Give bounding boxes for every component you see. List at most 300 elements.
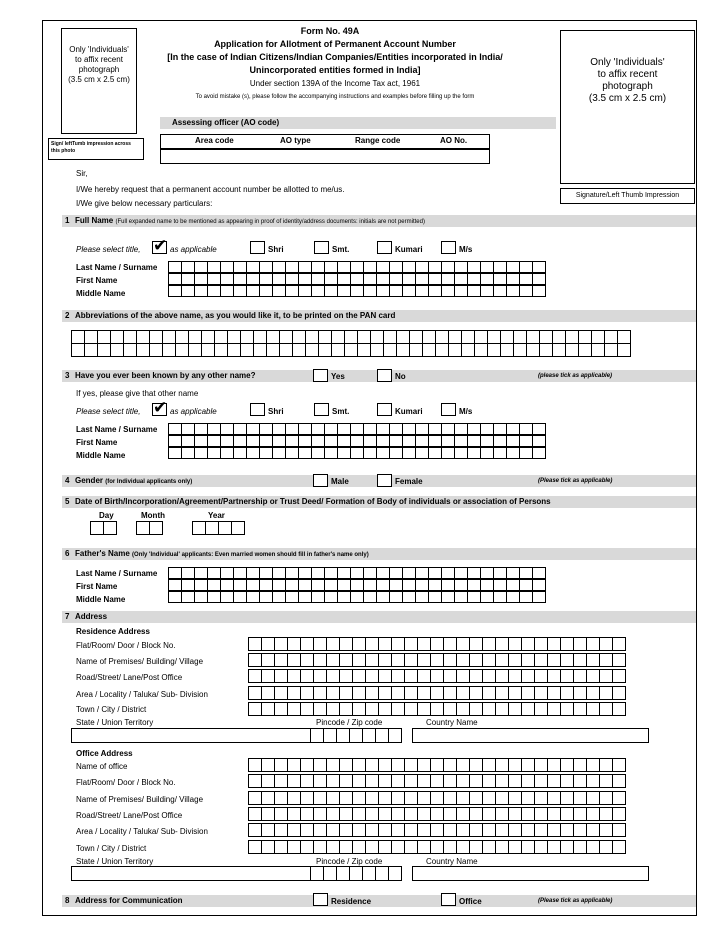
char-cell[interactable] bbox=[181, 567, 195, 579]
char-cell[interactable] bbox=[311, 261, 325, 273]
char-cell[interactable] bbox=[352, 840, 366, 854]
char-cell[interactable] bbox=[313, 669, 327, 683]
char-cell[interactable] bbox=[435, 330, 449, 344]
char-cell[interactable] bbox=[519, 423, 533, 435]
char-cell[interactable] bbox=[310, 728, 324, 743]
char-cell[interactable] bbox=[90, 521, 104, 535]
char-cell[interactable] bbox=[220, 261, 234, 273]
char-cell[interactable] bbox=[192, 521, 206, 535]
char-cell[interactable] bbox=[313, 637, 327, 651]
title-ms-checkbox[interactable] bbox=[441, 241, 456, 254]
char-cell[interactable] bbox=[493, 285, 507, 297]
char-cell[interactable] bbox=[573, 637, 587, 651]
char-cell[interactable] bbox=[417, 702, 431, 716]
char-cell[interactable] bbox=[259, 447, 273, 459]
char-cell[interactable] bbox=[207, 447, 221, 459]
char-cell[interactable] bbox=[326, 702, 340, 716]
char-cell[interactable] bbox=[495, 791, 509, 805]
char-cell[interactable] bbox=[376, 591, 390, 603]
char-cell[interactable] bbox=[474, 330, 488, 344]
char-cell[interactable] bbox=[248, 653, 262, 667]
char-cell[interactable] bbox=[181, 261, 195, 273]
char-cell[interactable] bbox=[612, 791, 626, 805]
char-cell[interactable] bbox=[339, 637, 353, 651]
char-cell[interactable] bbox=[272, 567, 286, 579]
char-cell[interactable] bbox=[456, 791, 470, 805]
char-cell[interactable] bbox=[506, 567, 520, 579]
char-cell[interactable] bbox=[220, 579, 234, 591]
char-cell[interactable] bbox=[454, 447, 468, 459]
char-cell[interactable] bbox=[430, 637, 444, 651]
char-cell[interactable] bbox=[391, 807, 405, 821]
char-cell[interactable] bbox=[428, 285, 442, 297]
char-cell[interactable] bbox=[349, 866, 363, 881]
char-cell[interactable] bbox=[508, 823, 522, 837]
char-cell[interactable] bbox=[415, 273, 429, 285]
char-cell[interactable] bbox=[521, 686, 535, 700]
char-cell[interactable] bbox=[246, 273, 260, 285]
char-cell[interactable] bbox=[428, 579, 442, 591]
char-cell[interactable] bbox=[233, 567, 247, 579]
char-cell[interactable] bbox=[469, 774, 483, 788]
char-cell[interactable] bbox=[363, 261, 377, 273]
char-cell[interactable] bbox=[456, 669, 470, 683]
char-cell[interactable] bbox=[97, 343, 111, 357]
char-cell[interactable] bbox=[417, 807, 431, 821]
abbreviation-cells-row-2[interactable] bbox=[71, 343, 630, 357]
char-cell[interactable] bbox=[194, 285, 208, 297]
char-cell[interactable] bbox=[324, 423, 338, 435]
char-cell[interactable] bbox=[534, 807, 548, 821]
char-cell[interactable] bbox=[253, 330, 267, 344]
char-cell[interactable] bbox=[482, 686, 496, 700]
char-cell[interactable] bbox=[467, 567, 481, 579]
char-cell[interactable] bbox=[612, 774, 626, 788]
char-cell[interactable] bbox=[404, 807, 418, 821]
char-cell[interactable] bbox=[274, 686, 288, 700]
char-cell[interactable] bbox=[391, 758, 405, 772]
res-area-cells[interactable] bbox=[248, 686, 625, 700]
char-cell[interactable] bbox=[389, 579, 403, 591]
char-cell[interactable] bbox=[495, 758, 509, 772]
char-cell[interactable] bbox=[519, 567, 533, 579]
char-cell[interactable] bbox=[586, 637, 600, 651]
char-cell[interactable] bbox=[578, 330, 592, 344]
char-cell[interactable] bbox=[350, 285, 364, 297]
char-cell[interactable] bbox=[493, 435, 507, 447]
char-cell[interactable] bbox=[201, 343, 215, 357]
char-cell[interactable] bbox=[532, 273, 546, 285]
other-first-name-cells[interactable] bbox=[168, 435, 545, 447]
char-cell[interactable] bbox=[495, 823, 509, 837]
char-cell[interactable] bbox=[352, 637, 366, 651]
char-cell[interactable] bbox=[285, 579, 299, 591]
char-cell[interactable] bbox=[493, 273, 507, 285]
char-cell[interactable] bbox=[521, 702, 535, 716]
char-cell[interactable] bbox=[482, 807, 496, 821]
char-cell[interactable] bbox=[534, 669, 548, 683]
char-cell[interactable] bbox=[331, 343, 345, 357]
char-cell[interactable] bbox=[389, 261, 403, 273]
char-cell[interactable] bbox=[560, 807, 574, 821]
char-cell[interactable] bbox=[376, 579, 390, 591]
char-cell[interactable] bbox=[454, 567, 468, 579]
char-cell[interactable] bbox=[599, 840, 613, 854]
char-cell[interactable] bbox=[350, 567, 364, 579]
char-cell[interactable] bbox=[482, 653, 496, 667]
char-cell[interactable] bbox=[246, 591, 260, 603]
char-cell[interactable] bbox=[339, 686, 353, 700]
char-cell[interactable] bbox=[162, 330, 176, 344]
char-cell[interactable] bbox=[506, 423, 520, 435]
char-cell[interactable] bbox=[194, 567, 208, 579]
char-cell[interactable] bbox=[506, 285, 520, 297]
char-cell[interactable] bbox=[508, 637, 522, 651]
title-shri-checkbox[interactable] bbox=[250, 241, 265, 254]
char-cell[interactable] bbox=[519, 435, 533, 447]
gender-male-checkbox[interactable] bbox=[313, 474, 328, 487]
char-cell[interactable] bbox=[350, 591, 364, 603]
char-cell[interactable] bbox=[495, 807, 509, 821]
char-cell[interactable] bbox=[391, 686, 405, 700]
char-cell[interactable] bbox=[168, 579, 182, 591]
char-cell[interactable] bbox=[292, 343, 306, 357]
char-cell[interactable] bbox=[534, 702, 548, 716]
char-cell[interactable] bbox=[573, 686, 587, 700]
char-cell[interactable] bbox=[339, 669, 353, 683]
char-cell[interactable] bbox=[500, 343, 514, 357]
char-cell[interactable] bbox=[469, 758, 483, 772]
res-road-cells[interactable] bbox=[248, 669, 625, 683]
char-cell[interactable] bbox=[84, 343, 98, 357]
char-cell[interactable] bbox=[240, 330, 254, 344]
char-cell[interactable] bbox=[402, 591, 416, 603]
char-cell[interactable] bbox=[181, 423, 195, 435]
char-cell[interactable] bbox=[71, 343, 85, 357]
char-cell[interactable] bbox=[487, 330, 501, 344]
other-middle-name-cells[interactable] bbox=[168, 447, 545, 459]
char-cell[interactable] bbox=[378, 758, 392, 772]
char-cell[interactable] bbox=[389, 285, 403, 297]
char-cell[interactable] bbox=[422, 330, 436, 344]
char-cell[interactable] bbox=[287, 774, 301, 788]
char-cell[interactable] bbox=[532, 447, 546, 459]
char-cell[interactable] bbox=[422, 343, 436, 357]
char-cell[interactable] bbox=[506, 447, 520, 459]
char-cell[interactable] bbox=[339, 774, 353, 788]
char-cell[interactable] bbox=[376, 261, 390, 273]
char-cell[interactable] bbox=[599, 653, 613, 667]
char-cell[interactable] bbox=[259, 285, 273, 297]
char-cell[interactable] bbox=[365, 791, 379, 805]
char-cell[interactable] bbox=[378, 774, 392, 788]
char-cell[interactable] bbox=[300, 774, 314, 788]
char-cell[interactable] bbox=[259, 567, 273, 579]
char-cell[interactable] bbox=[441, 261, 455, 273]
char-cell[interactable] bbox=[352, 791, 366, 805]
char-cell[interactable] bbox=[298, 273, 312, 285]
char-cell[interactable] bbox=[300, 807, 314, 821]
char-cell[interactable] bbox=[428, 273, 442, 285]
char-cell[interactable] bbox=[443, 669, 457, 683]
char-cell[interactable] bbox=[591, 343, 605, 357]
char-cell[interactable] bbox=[376, 273, 390, 285]
char-cell[interactable] bbox=[298, 423, 312, 435]
char-cell[interactable] bbox=[363, 423, 377, 435]
char-cell[interactable] bbox=[378, 653, 392, 667]
char-cell[interactable] bbox=[365, 758, 379, 772]
char-cell[interactable] bbox=[469, 686, 483, 700]
char-cell[interactable] bbox=[326, 686, 340, 700]
char-cell[interactable] bbox=[441, 273, 455, 285]
char-cell[interactable] bbox=[365, 807, 379, 821]
char-cell[interactable] bbox=[300, 823, 314, 837]
char-cell[interactable] bbox=[402, 261, 416, 273]
char-cell[interactable] bbox=[375, 866, 389, 881]
char-cell[interactable] bbox=[508, 686, 522, 700]
char-cell[interactable] bbox=[285, 447, 299, 459]
char-cell[interactable] bbox=[352, 807, 366, 821]
char-cell[interactable] bbox=[480, 591, 494, 603]
char-cell[interactable] bbox=[324, 285, 338, 297]
off-town-cells[interactable] bbox=[248, 840, 625, 854]
gender-female-checkbox[interactable] bbox=[377, 474, 392, 487]
char-cell[interactable] bbox=[168, 423, 182, 435]
char-cell[interactable] bbox=[469, 653, 483, 667]
char-cell[interactable] bbox=[248, 791, 262, 805]
char-cell[interactable] bbox=[207, 435, 221, 447]
char-cell[interactable] bbox=[441, 447, 455, 459]
char-cell[interactable] bbox=[456, 774, 470, 788]
char-cell[interactable] bbox=[560, 686, 574, 700]
char-cell[interactable] bbox=[285, 567, 299, 579]
char-cell[interactable] bbox=[467, 273, 481, 285]
char-cell[interactable] bbox=[344, 330, 358, 344]
char-cell[interactable] bbox=[534, 653, 548, 667]
char-cell[interactable] bbox=[272, 285, 286, 297]
char-cell[interactable] bbox=[443, 807, 457, 821]
char-cell[interactable] bbox=[261, 774, 275, 788]
char-cell[interactable] bbox=[287, 823, 301, 837]
char-cell[interactable] bbox=[480, 435, 494, 447]
char-cell[interactable] bbox=[599, 702, 613, 716]
char-cell[interactable] bbox=[337, 261, 351, 273]
char-cell[interactable] bbox=[285, 285, 299, 297]
char-cell[interactable] bbox=[272, 435, 286, 447]
char-cell[interactable] bbox=[441, 591, 455, 603]
char-cell[interactable] bbox=[214, 330, 228, 344]
char-cell[interactable] bbox=[521, 653, 535, 667]
char-cell[interactable] bbox=[313, 758, 327, 772]
char-cell[interactable] bbox=[246, 285, 260, 297]
char-cell[interactable] bbox=[409, 330, 423, 344]
char-cell[interactable] bbox=[274, 637, 288, 651]
char-cell[interactable] bbox=[617, 343, 631, 357]
char-cell[interactable] bbox=[365, 823, 379, 837]
char-cell[interactable] bbox=[149, 521, 163, 535]
char-cell[interactable] bbox=[430, 686, 444, 700]
char-cell[interactable] bbox=[261, 702, 275, 716]
char-cell[interactable] bbox=[430, 791, 444, 805]
char-cell[interactable] bbox=[539, 343, 553, 357]
char-cell[interactable] bbox=[586, 774, 600, 788]
other-name-yes-checkbox[interactable] bbox=[313, 369, 328, 382]
char-cell[interactable] bbox=[565, 343, 579, 357]
sign-across-photo-box[interactable]: Sign/ leftTumb impression across this photo bbox=[48, 138, 144, 160]
char-cell[interactable] bbox=[298, 285, 312, 297]
char-cell[interactable] bbox=[207, 591, 221, 603]
char-cell[interactable] bbox=[391, 653, 405, 667]
char-cell[interactable] bbox=[110, 343, 124, 357]
char-cell[interactable] bbox=[272, 579, 286, 591]
char-cell[interactable] bbox=[253, 343, 267, 357]
char-cell[interactable] bbox=[313, 653, 327, 667]
char-cell[interactable] bbox=[261, 840, 275, 854]
abbreviation-cells-row-1[interactable] bbox=[71, 330, 630, 344]
char-cell[interactable] bbox=[378, 840, 392, 854]
res-flat-cells[interactable] bbox=[248, 637, 625, 651]
char-cell[interactable] bbox=[573, 702, 587, 716]
char-cell[interactable] bbox=[467, 423, 481, 435]
char-cell[interactable] bbox=[261, 653, 275, 667]
char-cell[interactable] bbox=[311, 579, 325, 591]
char-cell[interactable] bbox=[311, 285, 325, 297]
off-state-input[interactable] bbox=[71, 866, 311, 881]
char-cell[interactable] bbox=[261, 669, 275, 683]
char-cell[interactable] bbox=[326, 823, 340, 837]
char-cell[interactable] bbox=[586, 702, 600, 716]
char-cell[interactable] bbox=[430, 807, 444, 821]
char-cell[interactable] bbox=[389, 423, 403, 435]
char-cell[interactable] bbox=[506, 591, 520, 603]
char-cell[interactable] bbox=[612, 807, 626, 821]
char-cell[interactable] bbox=[480, 579, 494, 591]
char-cell[interactable] bbox=[272, 261, 286, 273]
char-cell[interactable] bbox=[599, 774, 613, 788]
char-cell[interactable] bbox=[274, 791, 288, 805]
char-cell[interactable] bbox=[428, 261, 442, 273]
char-cell[interactable] bbox=[365, 840, 379, 854]
char-cell[interactable] bbox=[586, 823, 600, 837]
other-last-name-cells[interactable] bbox=[168, 423, 545, 435]
char-cell[interactable] bbox=[233, 579, 247, 591]
char-cell[interactable] bbox=[430, 840, 444, 854]
char-cell[interactable] bbox=[272, 447, 286, 459]
char-cell[interactable] bbox=[259, 273, 273, 285]
char-cell[interactable] bbox=[287, 791, 301, 805]
char-cell[interactable] bbox=[441, 579, 455, 591]
title-kumari-checkbox[interactable] bbox=[377, 241, 392, 254]
char-cell[interactable] bbox=[123, 343, 137, 357]
char-cell[interactable] bbox=[526, 330, 540, 344]
char-cell[interactable] bbox=[274, 840, 288, 854]
char-cell[interactable] bbox=[417, 774, 431, 788]
char-cell[interactable] bbox=[162, 343, 176, 357]
char-cell[interactable] bbox=[604, 343, 618, 357]
char-cell[interactable] bbox=[441, 435, 455, 447]
char-cell[interactable] bbox=[415, 567, 429, 579]
char-cell[interactable] bbox=[454, 423, 468, 435]
char-cell[interactable] bbox=[227, 330, 241, 344]
char-cell[interactable] bbox=[454, 261, 468, 273]
char-cell[interactable] bbox=[324, 579, 338, 591]
char-cell[interactable] bbox=[565, 330, 579, 344]
char-cell[interactable] bbox=[415, 435, 429, 447]
char-cell[interactable] bbox=[519, 261, 533, 273]
char-cell[interactable] bbox=[508, 669, 522, 683]
char-cell[interactable] bbox=[311, 435, 325, 447]
char-cell[interactable] bbox=[461, 330, 475, 344]
char-cell[interactable] bbox=[508, 840, 522, 854]
char-cell[interactable] bbox=[365, 774, 379, 788]
char-cell[interactable] bbox=[534, 791, 548, 805]
char-cell[interactable] bbox=[487, 343, 501, 357]
char-cell[interactable] bbox=[323, 866, 337, 881]
char-cell[interactable] bbox=[482, 669, 496, 683]
char-cell[interactable] bbox=[378, 807, 392, 821]
char-cell[interactable] bbox=[391, 669, 405, 683]
char-cell[interactable] bbox=[363, 579, 377, 591]
char-cell[interactable] bbox=[339, 758, 353, 772]
other-title-shri-checkbox[interactable] bbox=[250, 403, 265, 416]
char-cell[interactable] bbox=[402, 285, 416, 297]
char-cell[interactable] bbox=[336, 866, 350, 881]
char-cell[interactable] bbox=[194, 579, 208, 591]
char-cell[interactable] bbox=[415, 591, 429, 603]
char-cell[interactable] bbox=[220, 567, 234, 579]
char-cell[interactable] bbox=[310, 866, 324, 881]
char-cell[interactable] bbox=[519, 591, 533, 603]
char-cell[interactable] bbox=[508, 758, 522, 772]
char-cell[interactable] bbox=[443, 702, 457, 716]
char-cell[interactable] bbox=[573, 823, 587, 837]
char-cell[interactable] bbox=[350, 435, 364, 447]
char-cell[interactable] bbox=[337, 447, 351, 459]
char-cell[interactable] bbox=[287, 686, 301, 700]
char-cell[interactable] bbox=[248, 669, 262, 683]
char-cell[interactable] bbox=[363, 285, 377, 297]
char-cell[interactable] bbox=[534, 758, 548, 772]
char-cell[interactable] bbox=[363, 591, 377, 603]
char-cell[interactable] bbox=[417, 791, 431, 805]
char-cell[interactable] bbox=[409, 343, 423, 357]
char-cell[interactable] bbox=[495, 686, 509, 700]
char-cell[interactable] bbox=[519, 579, 533, 591]
char-cell[interactable] bbox=[248, 823, 262, 837]
char-cell[interactable] bbox=[231, 521, 245, 535]
char-cell[interactable] bbox=[175, 330, 189, 344]
signature-box[interactable]: Signature/Left Thumb Impression bbox=[560, 188, 695, 204]
char-cell[interactable] bbox=[560, 669, 574, 683]
char-cell[interactable] bbox=[586, 653, 600, 667]
char-cell[interactable] bbox=[519, 285, 533, 297]
char-cell[interactable] bbox=[560, 702, 574, 716]
char-cell[interactable] bbox=[324, 273, 338, 285]
char-cell[interactable] bbox=[201, 330, 215, 344]
char-cell[interactable] bbox=[362, 728, 376, 743]
char-cell[interactable] bbox=[461, 343, 475, 357]
char-cell[interactable] bbox=[521, 791, 535, 805]
char-cell[interactable] bbox=[480, 567, 494, 579]
char-cell[interactable] bbox=[396, 330, 410, 344]
char-cell[interactable] bbox=[205, 521, 219, 535]
char-cell[interactable] bbox=[285, 273, 299, 285]
char-cell[interactable] bbox=[443, 653, 457, 667]
char-cell[interactable] bbox=[469, 791, 483, 805]
char-cell[interactable] bbox=[443, 758, 457, 772]
char-cell[interactable] bbox=[532, 435, 546, 447]
char-cell[interactable] bbox=[534, 840, 548, 854]
